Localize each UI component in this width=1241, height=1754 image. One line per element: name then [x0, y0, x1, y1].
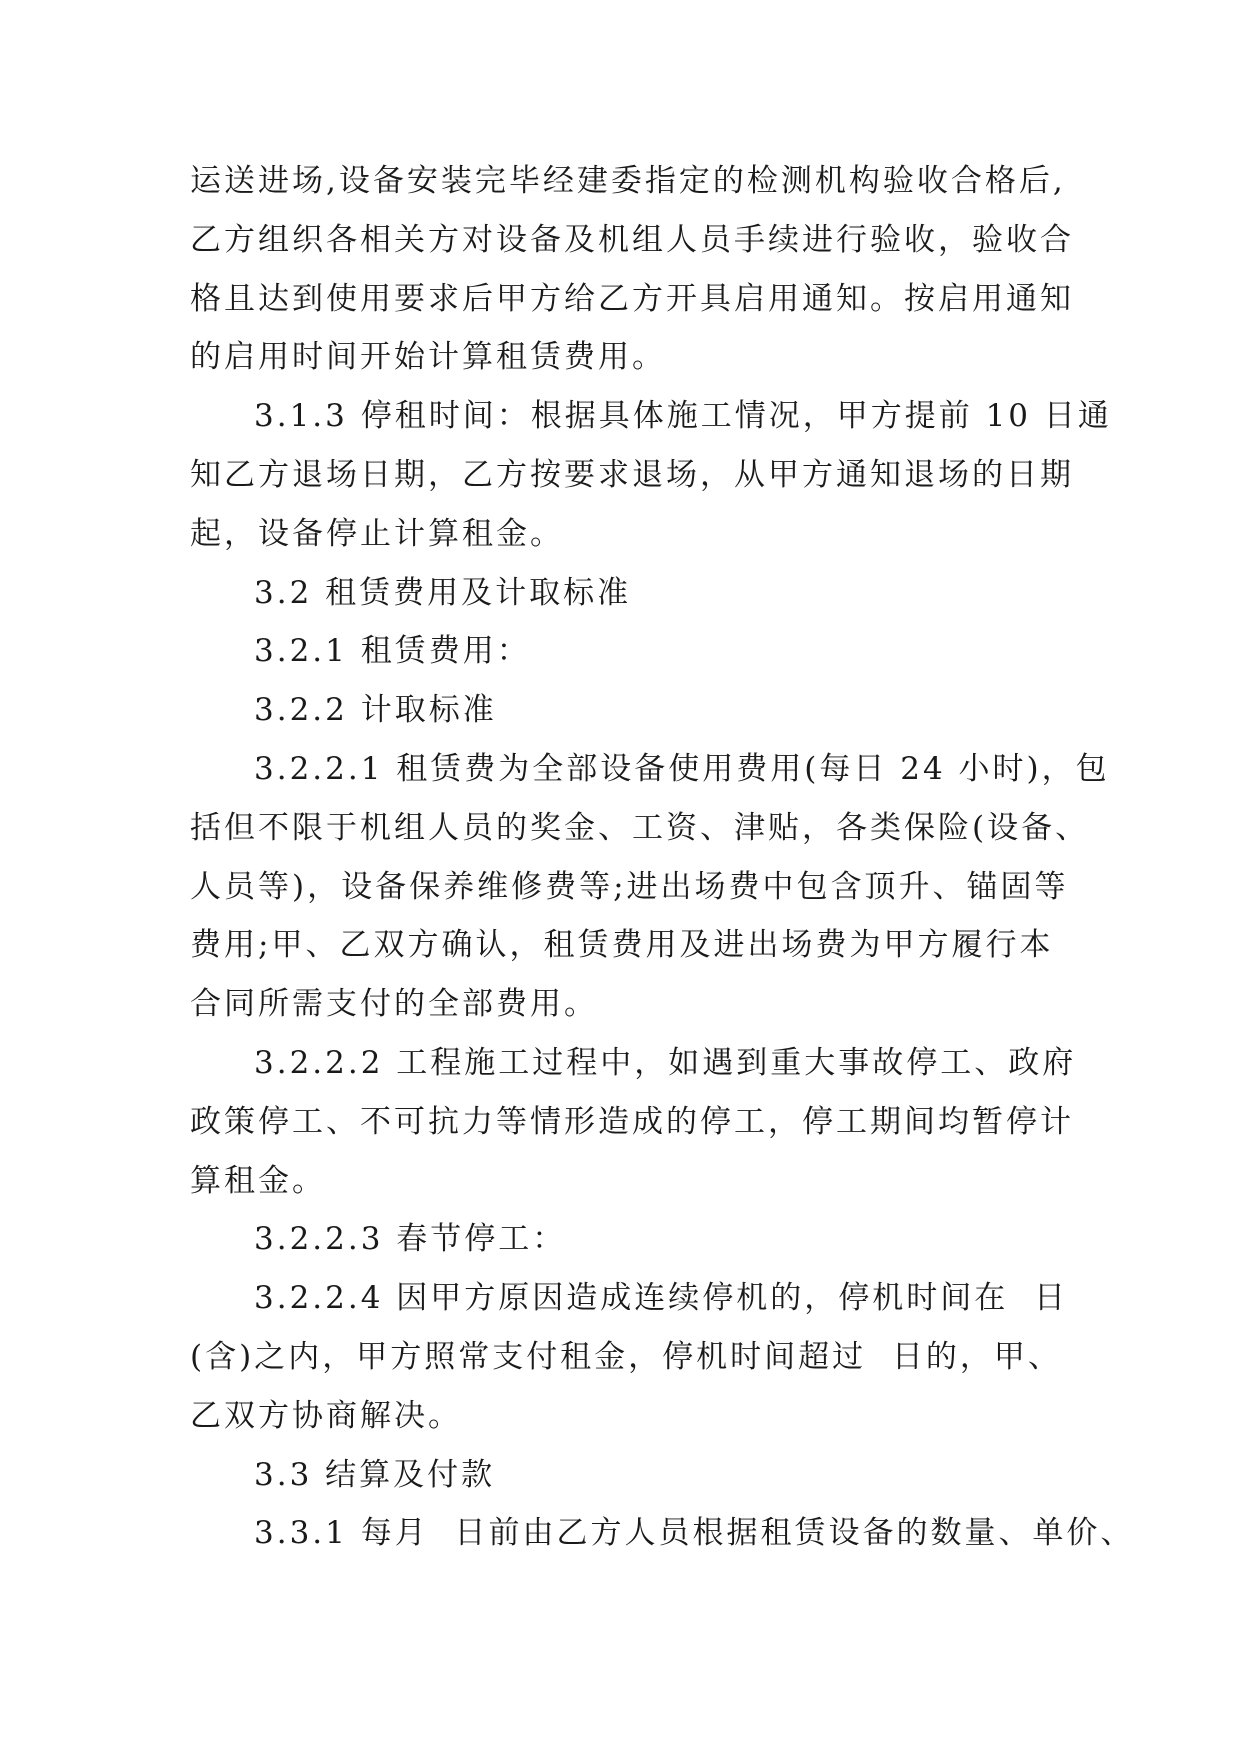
text-line: 政策停工、不可抗力等情形造成的停工，停工期间均暂停计: [190, 1103, 1074, 1140]
text-line: 乙双方协商解决。: [190, 1397, 462, 1434]
text-line: 括但不限于机组人员的奖金、工资、津贴，各类保险(设备、: [190, 809, 1090, 846]
text-line: 费用;甲、乙双方确认，租赁费用及进出场费为甲方履行本: [190, 927, 1054, 964]
text-line: 的启用时间开始计算租赁费用。: [190, 339, 666, 376]
text-line: 格且达到使用要求后甲方给乙方开具启用通知。按启用通知: [190, 280, 1074, 317]
clause-3-2-1: 3.2.1 租赁费用：: [254, 633, 531, 670]
clause-3-2-2-3: 3.2.2.3 春节停工：: [254, 1221, 567, 1258]
text-line: (含)之内，甲方照常支付租金，停机时间超过 日的，甲、: [190, 1338, 1062, 1375]
clause-3-2-2-4: 3.2.2.4 因甲方原因造成连续停机的，停机时间在 日: [254, 1280, 1069, 1317]
document-body: [190, 152, 1135, 1563]
text-line: 起，设备停止计算租金。: [190, 515, 564, 552]
text-line: 知乙方退场日期，乙方按要求退场，从甲方通知退场的日期: [190, 456, 1074, 493]
section-heading-3-3: 3.3 结算及付款: [254, 1456, 496, 1493]
clause-3-2-2: 3.2.2 计取标准: [254, 692, 497, 729]
section-heading-3-2: 3.2 租赁费用及计取标准: [254, 574, 632, 611]
clause-3-2-2-2: 3.2.2.2 工程施工过程中，如遇到重大事故停工、政府: [254, 1044, 1077, 1081]
text-line: 算租金。: [190, 1162, 326, 1199]
clause-3-1-3: 3.1.3 停租时间：根据具体施工情况，甲方提前 10 日通: [254, 398, 1112, 435]
text-line: 乙方组织各相关方对设备及机组人员手续进行验收，验收合: [190, 221, 1074, 258]
clause-3-2-2-1: 3.2.2.1 租赁费为全部设备使用费用(每日 24 小时)，包: [254, 750, 1110, 787]
clause-3-3-1: 3.3.1 每月 日前由乙方人员根据租赁设备的数量、单价、: [254, 1515, 1135, 1552]
text-line: 人员等)，设备保养维修费等;进出场费中包含顶升、锚固等: [190, 868, 1069, 905]
text-line: 合同所需支付的全部费用。: [190, 986, 598, 1023]
text-line: 运送进场,设备安装完毕经建委指定的检测机构验收合格后,: [190, 163, 1066, 199]
